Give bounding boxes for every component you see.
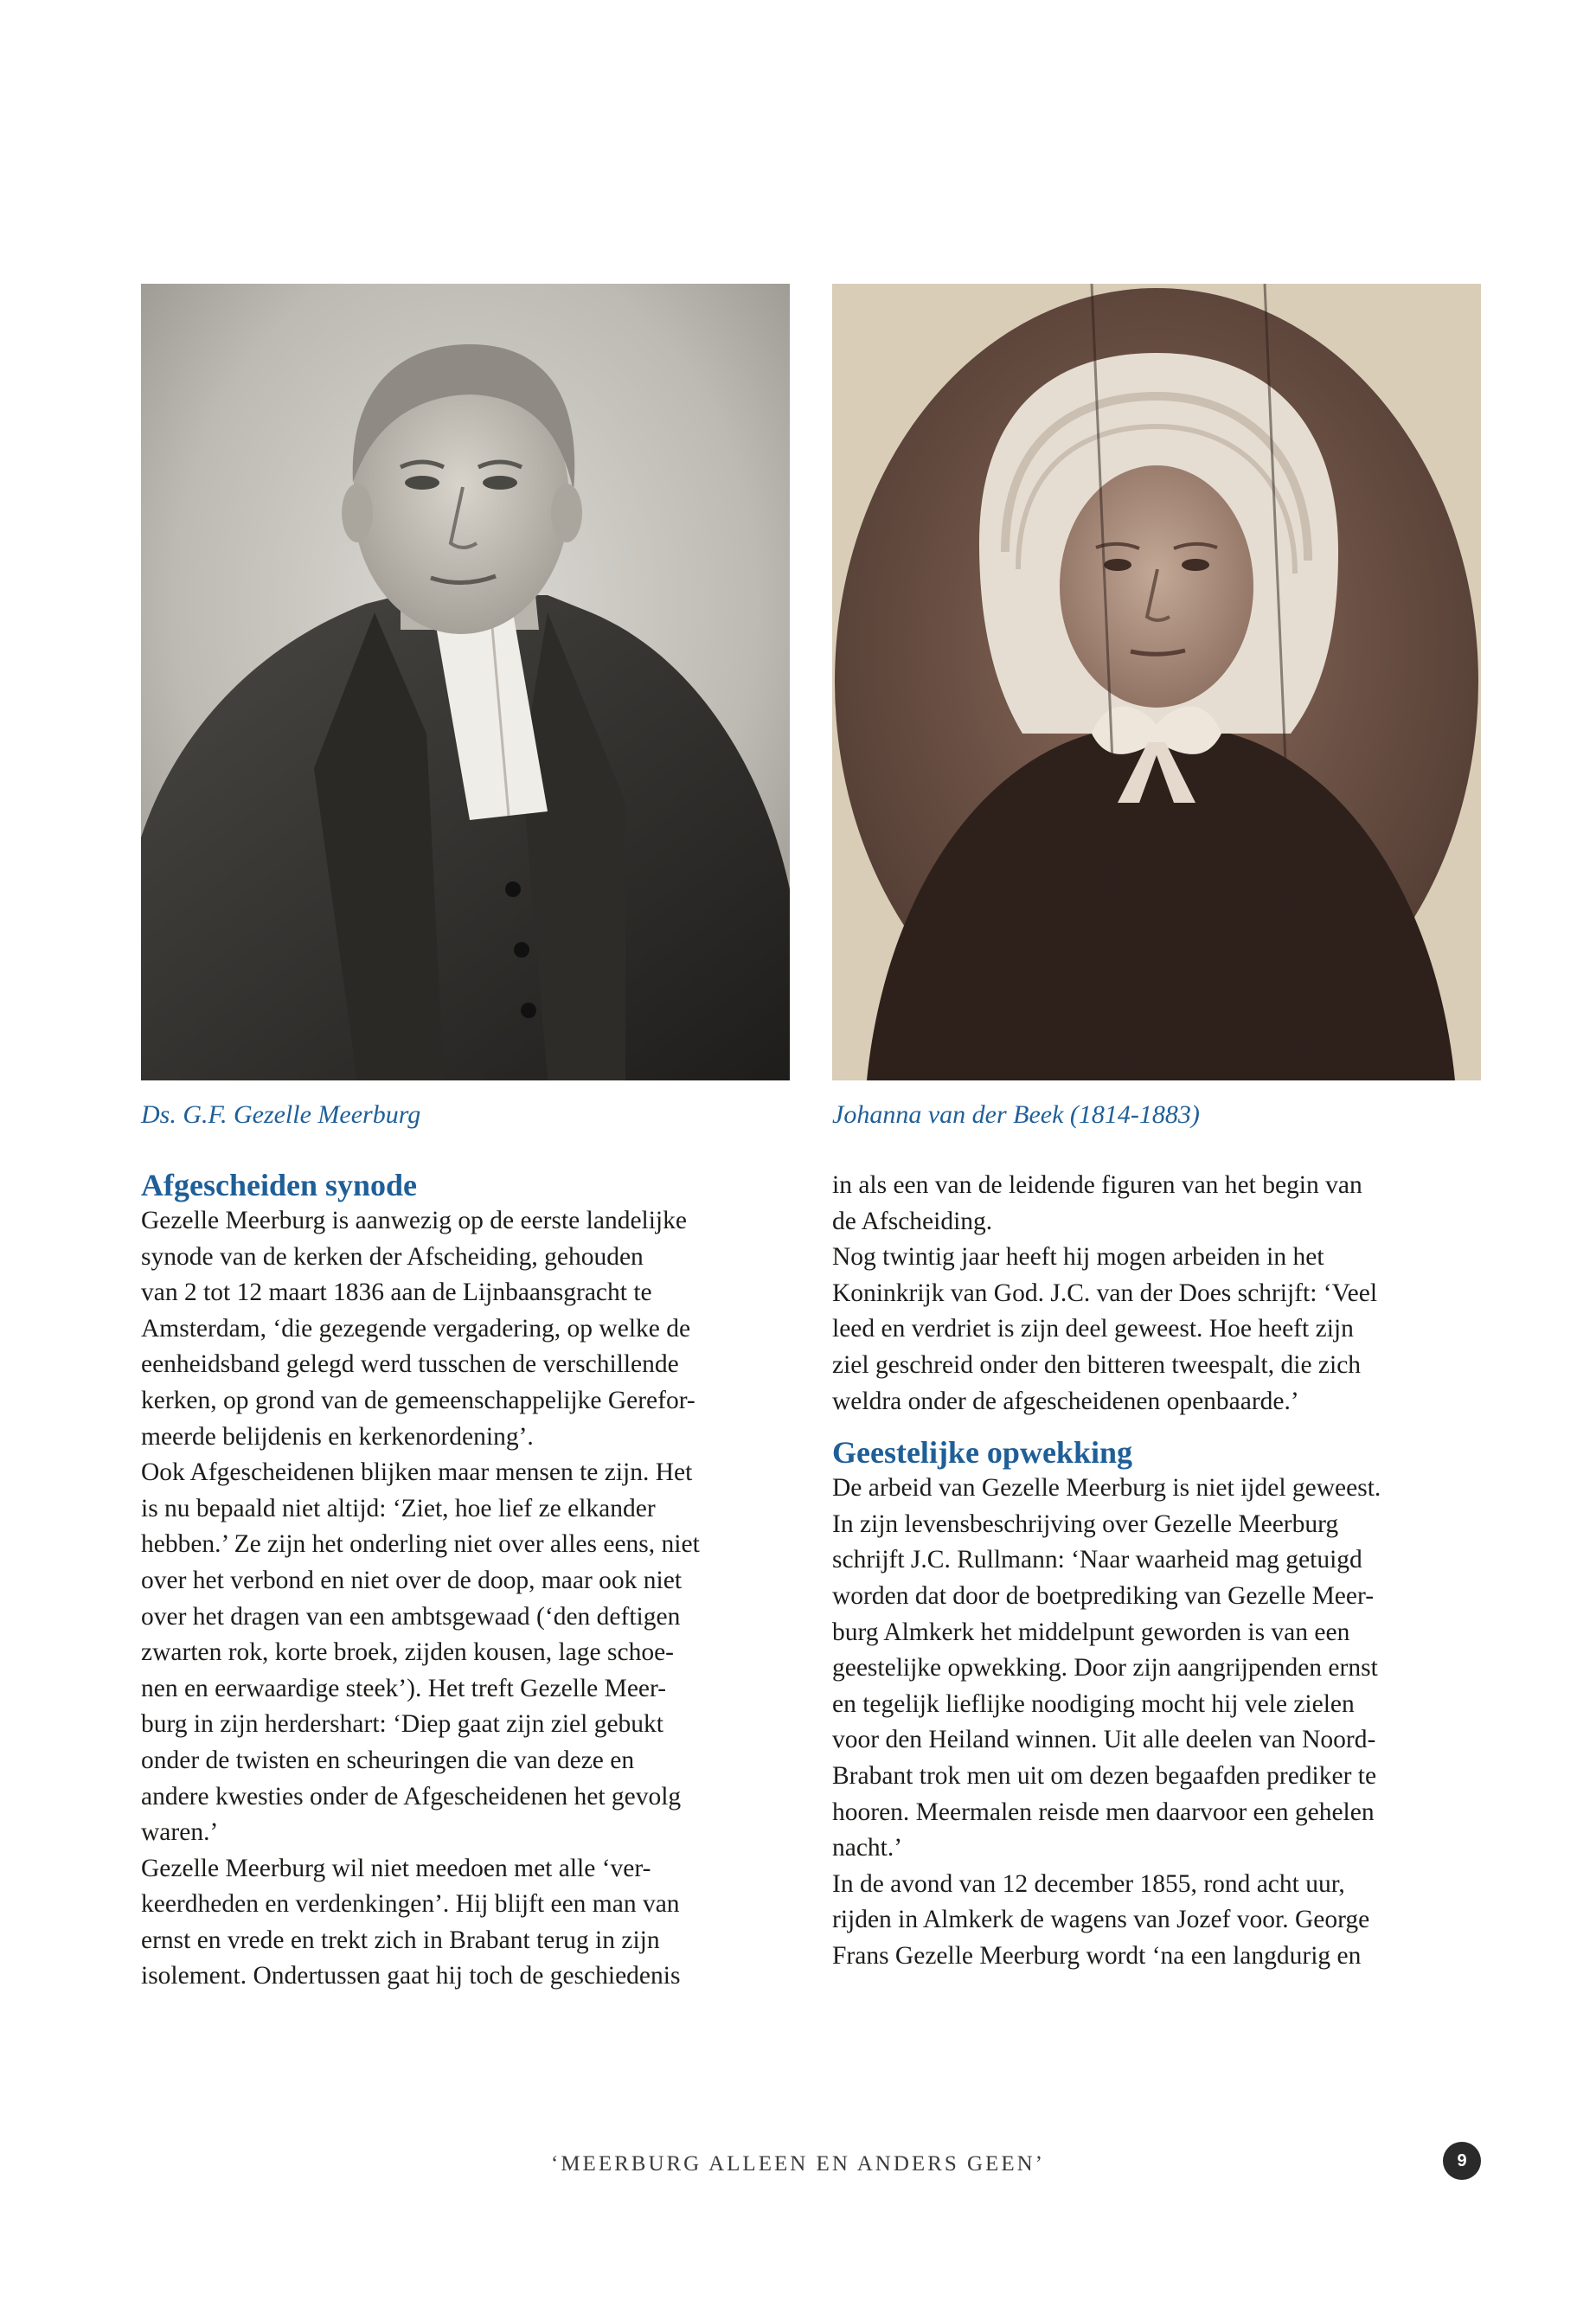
text-line: voor den Heiland winnen. Uit alle deelen van Noord- — [832, 1726, 1376, 1754]
text-line: kerken, op grond van de gemeenschappelijke Gerefor- — [141, 1386, 695, 1414]
text-line: worden dat door de boetprediking van Gezelle Meer- — [832, 1581, 1375, 1610]
text-line: isolement. Ondertussen gaat hij toch de geschiedenis — [141, 1962, 681, 1990]
text-line: leed en verdriet is zijn deel geweest. Hoe heeft zijn — [832, 1315, 1354, 1343]
text-line: meerde belijdenis en kerkenordening’. — [141, 1422, 534, 1451]
text-line: ernst en vrede en trekt zich in Brabant terug in zijn — [141, 1926, 660, 1954]
text-line: Koninkrijk van God. J.C. van der Does schrijft: ‘Veel — [832, 1279, 1378, 1307]
text-line: zwarten rok, korte broek, zijden kousen, lage schoe- — [141, 1638, 674, 1667]
figure-caption-left: Ds. G.F. Gezelle Meerburg — [141, 1100, 421, 1129]
right-text-column — [832, 1168, 1490, 1974]
left-text-column — [141, 1168, 798, 1995]
text-line: In de avond van 12 december 1855, rond acht uur, — [832, 1869, 1345, 1898]
text-line: andere kwesties onder de Afgescheidenen het gevolg — [141, 1782, 682, 1811]
engraving-portrait-image — [141, 284, 790, 1080]
text-line: Gezelle Meerburg is aanwezig op de eerste landelijke — [141, 1207, 687, 1234]
text-line: burg Almkerk het middelpunt geworden is van een — [832, 1618, 1350, 1646]
sepia-portrait-image — [832, 284, 1481, 1080]
text-line: over het verbond en niet over de doop, maar ook niet — [141, 1566, 683, 1594]
portrait-gezelle-meerburg — [141, 284, 790, 1080]
text-line: weldra onder de afgescheidenen openbaarde.’ — [832, 1387, 1299, 1415]
text-line: burg in zijn herdershart: ‘Diep gaat zijn ziel gebukt — [141, 1710, 664, 1739]
section-heading-geestelijke-opwekking: Geestelijke opwekking — [832, 1435, 1132, 1471]
text-line: Brabant trok men uit om dezen begaafden prediker te — [832, 1761, 1377, 1790]
text-line: rijden in Almkerk de wagens van Jozef voor. George — [832, 1906, 1370, 1934]
text-line: Frans Gezelle Meerburg wordt ‘na een langdurig en — [832, 1941, 1362, 1970]
text-line: hooren. Meermalen reisde men daarvoor een gehelen — [832, 1798, 1375, 1826]
text-line: schrijft J.C. Rullmann: ‘Naar waarheid mag getuigd — [832, 1546, 1362, 1574]
portrait-johanna-van-der-beek — [832, 284, 1481, 1080]
text-line: In zijn levensbeschrijving over Gezelle Meerburg — [832, 1509, 1339, 1538]
page-number-badge: 9 — [1443, 2142, 1481, 2180]
text-line: ziel geschreid onder den bitteren tweespalt, die zich — [832, 1350, 1362, 1379]
text-line: Ook Afgescheidenen blijken maar mensen te zijn. Het — [141, 1458, 693, 1487]
text-line: Gezelle Meerburg wil niet meedoen met alle ‘ver- — [141, 1854, 651, 1882]
text-line: eenheidsband gelegd werd tusschen de verschillende — [141, 1350, 679, 1379]
text-line: van 2 tot 12 maart 1836 aan de Lijnbaansgracht te — [141, 1279, 652, 1307]
text-line: waren.’ — [141, 1818, 219, 1847]
section-heading-afgescheiden-synode: Afgescheiden synode — [141, 1168, 418, 1202]
text-line: nacht.’ — [832, 1834, 903, 1862]
text-line: keerdheden en verdenkingen’. Hij blijft een man van — [141, 1890, 680, 1919]
text-line: Amsterdam, ‘die gezegende vergadering, op welke de — [141, 1314, 691, 1343]
text-line: nen en eerwaardige steek’). Het treft Gezelle Meer- — [141, 1674, 667, 1702]
text-line: de Afscheiding. — [832, 1207, 993, 1235]
text-line: synode van de kerken der Afscheiding, gehouden — [141, 1242, 644, 1271]
text-line: in als een van de leidende figuren van het begin van — [832, 1171, 1362, 1199]
section-gap — [832, 1420, 1490, 1435]
figure-caption-right: Johanna van der Beek (1814-1883) — [832, 1100, 1200, 1129]
text-line: geestelijke opwekking. Door zijn aangrijpenden ernst — [832, 1654, 1378, 1682]
text-line: over het dragen van een ambtsgewaad (‘den deftigen — [141, 1602, 681, 1631]
text-line: en tegelijk lieflijke noodiging mocht hij vele zielen — [832, 1689, 1355, 1718]
running-footer-title: ‘MEERBURG ALLEEN EN ANDERS GEEN’ — [551, 2152, 1045, 2176]
text-line: hebben.’ Ze zijn het onderling niet over alles eens, niet — [141, 1530, 700, 1559]
text-line: onder de twisten en scheuringen die van deze en — [141, 1746, 635, 1774]
text-line: De arbeid van Gezelle Meerburg is niet ijdel geweest. — [832, 1474, 1381, 1503]
text-line: Nog twintig jaar heeft hij mogen arbeiden in het — [832, 1243, 1324, 1272]
text-line: is nu bepaald niet altijd: ‘Ziet, hoe lief ze elkander — [141, 1494, 656, 1522]
